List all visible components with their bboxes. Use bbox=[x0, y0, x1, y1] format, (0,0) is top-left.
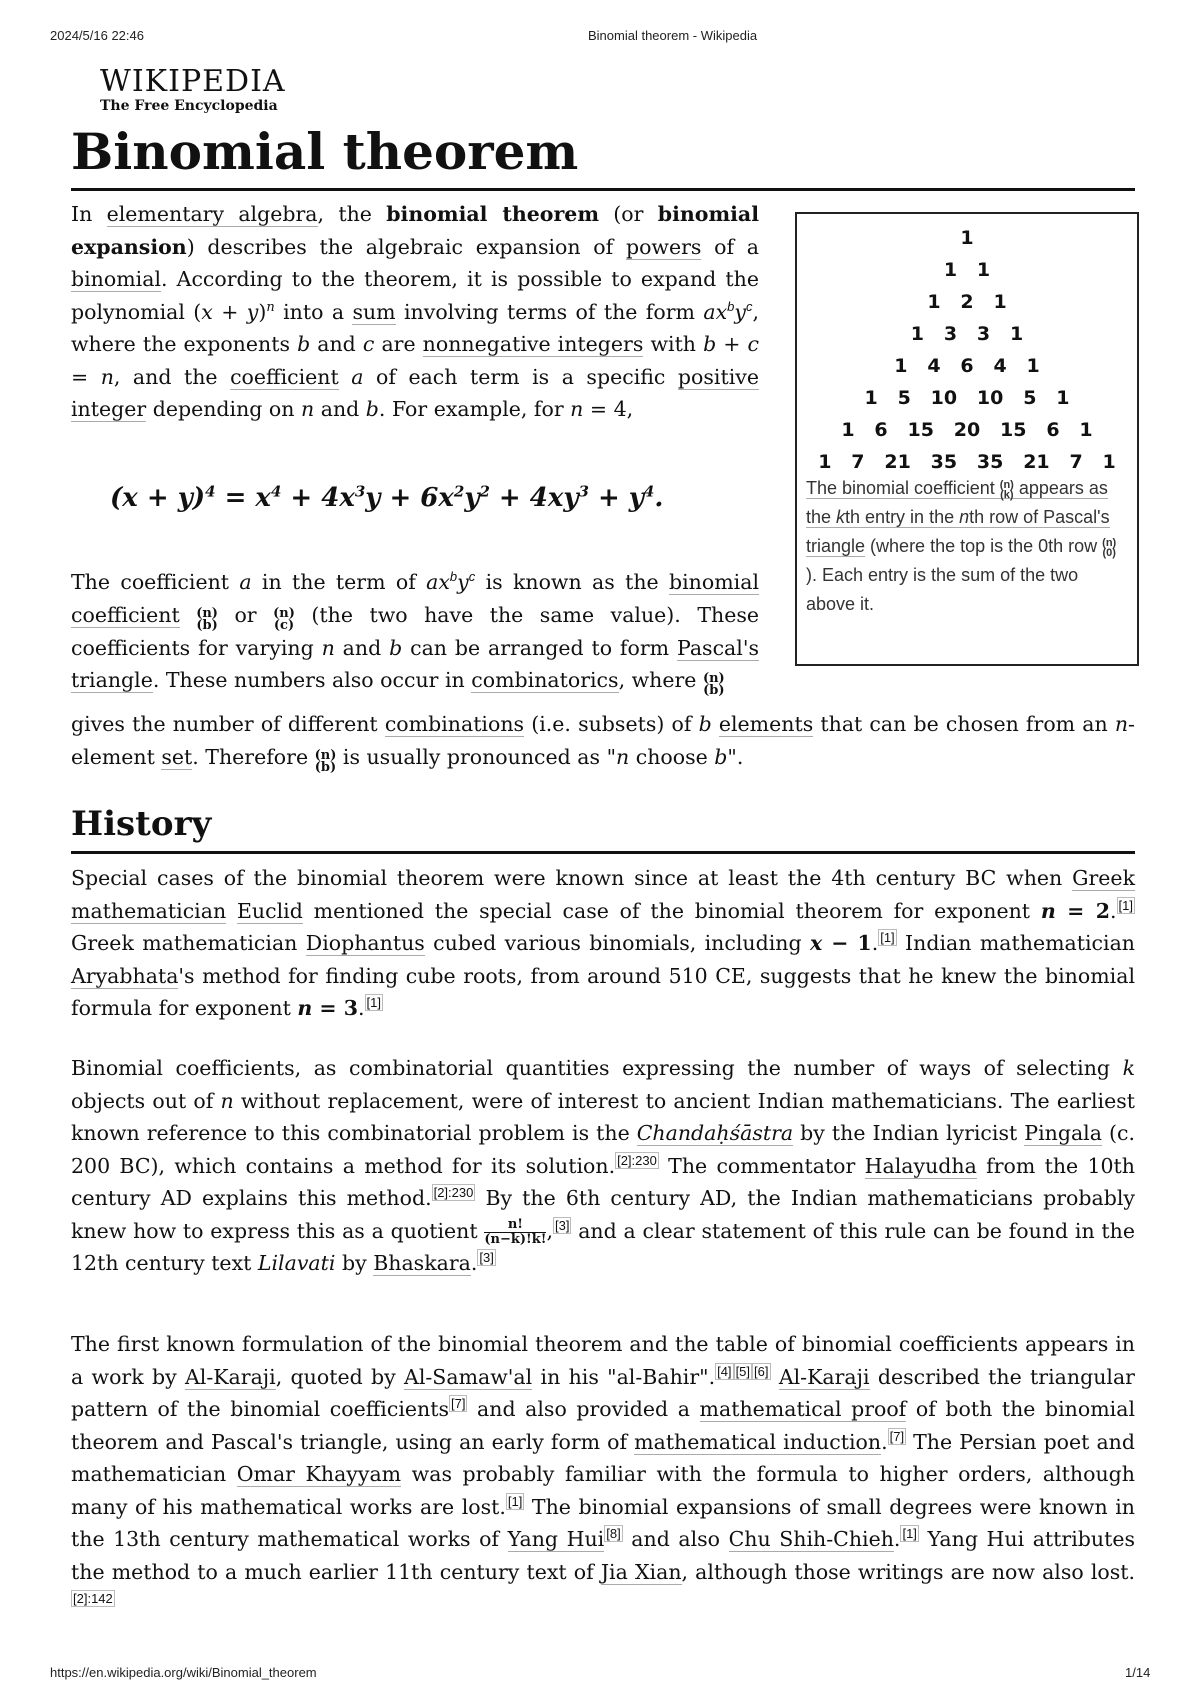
link-combinatorics[interactable]: combinatorics bbox=[471, 668, 619, 692]
pascal-triangle bbox=[797, 222, 1137, 478]
ref[interactable]: [2]:230 bbox=[433, 1185, 474, 1201]
link-halayudha[interactable]: Halayudha bbox=[864, 1153, 977, 1178]
link-euclid[interactable]: Euclid bbox=[236, 898, 303, 923]
ref[interactable]: [2]:230 bbox=[617, 1152, 657, 1168]
ref[interactable]: [1] bbox=[507, 1493, 523, 1509]
link-coefficient[interactable]: coefficient bbox=[230, 364, 339, 389]
binom-n-b-3: (n) (b) bbox=[314, 747, 337, 775]
link-chu-shih-chieh[interactable]: Chu Shih-Chieh bbox=[728, 1527, 894, 1551]
link-elementary-algebra[interactable]: elementary algebra bbox=[106, 202, 318, 226]
link-mathematical-induction[interactable]: mathematical induction bbox=[634, 1429, 882, 1454]
link-elements[interactable]: elements bbox=[718, 712, 814, 736]
caption-link[interactable]: The binomial coefficient (n) (k) appears as the kth entry in the nth row of Pascal's triangle bbox=[806, 478, 1110, 556]
pascal-row: 1 4 6 4 1 bbox=[894, 355, 1040, 377]
pascal-row: 1 6 15 20 15 6 1 bbox=[841, 419, 1093, 441]
pascal-triangle-figure bbox=[795, 212, 1139, 666]
ref[interactable]: [5] bbox=[735, 1363, 751, 1379]
pascal-row: 1 3 3 1 bbox=[910, 323, 1024, 345]
link-yang-hui[interactable]: Yang Hui bbox=[507, 1527, 605, 1551]
history-paragraph-1: Special cases of the binomial theorem were known since at least the 4th century BC when Greek mathematician Euclid mentioned the special case of the binomial theorem for exponent n = 2. [1] Greek mathematician Diophantus cubed various binomials, including x − 1. [1] Indian mathematician Aryabhata's method for finding cube roots, from around 510 CE, suggests that he knew the binomial formula for exponent n = 3. [1] bbox=[71, 866, 1135, 1020]
print-page-number: 1/14 bbox=[1125, 1665, 1151, 1680]
link-binomial-coefficient[interactable]: binomial coefficient bbox=[71, 570, 759, 627]
print-datetime: 2024/5/16 22:46 bbox=[50, 28, 144, 43]
link-al-karaji-2[interactable]: Al-Karaji bbox=[778, 1364, 870, 1389]
link-pingala[interactable]: Pingala bbox=[1024, 1121, 1102, 1145]
quotient-fraction: $\frac{n!}{(n-k)!k!}$ bbox=[484, 1216, 547, 1247]
pascal-row: 1 bbox=[960, 227, 974, 249]
link-greek-mathematician[interactable]: Greek mathematician bbox=[71, 866, 1135, 923]
ref[interactable]: [8] bbox=[606, 1526, 621, 1542]
ref[interactable]: [1] bbox=[880, 930, 895, 946]
link-pascals-triangle[interactable]: Pascal's triangle bbox=[71, 635, 759, 692]
link-sum[interactable]: sum bbox=[352, 299, 396, 324]
binom-n-b-2: (n) (b) bbox=[702, 671, 725, 698]
link-al-karaji[interactable]: Al-Karaji bbox=[184, 1364, 276, 1389]
wikipedia-logo[interactable] bbox=[100, 66, 286, 114]
intro-paragraph: In elementary algebra, the binomial theorem (or binomial expansion) describes the algebraic expansion of powers of a binomial. According to the theorem, it is possible to expand the polynomial $(x + y)^n$ into a sum involving terms of the form $ax^by^c$, where the exponents b and c are nonnegative integers with b + c = n, and the coefficient a of each term is a specific positive integer depending on n and b. For example, for n = 4, bbox=[71, 202, 760, 421]
ref[interactable]: [4] bbox=[717, 1363, 732, 1379]
link-bhaskara[interactable]: Bhaskara bbox=[373, 1251, 471, 1275]
ref[interactable]: [3] bbox=[554, 1217, 570, 1233]
link-mathematical-proof[interactable]: mathematical proof bbox=[699, 1397, 907, 1421]
link-binomial[interactable]: binomial bbox=[71, 267, 161, 291]
ref[interactable]: [6] bbox=[754, 1363, 769, 1379]
ref[interactable]: [7] bbox=[450, 1396, 466, 1412]
binom-n-c: (n) (c) bbox=[273, 605, 295, 633]
pascal-row: 1 5 10 10 5 1 bbox=[864, 387, 1070, 409]
ref[interactable]: [3] bbox=[479, 1250, 494, 1266]
ref[interactable]: [1] bbox=[366, 995, 381, 1011]
pascal-row: 1 1 bbox=[943, 259, 991, 281]
figure-caption: The binomial coefficient (n) (k) appears as the kth entry in the nth row of Pascal's triangle (where the top is the 0th row (n) (0) ). Each entry is the sum of the two above it. bbox=[806, 478, 1117, 614]
binom-n-b: (n) (b) bbox=[196, 605, 218, 633]
ref[interactable]: [1] bbox=[1118, 897, 1134, 913]
link-omar-khayyam[interactable]: Omar Khayyam bbox=[236, 1462, 402, 1486]
history-paragraph-3: The first known formulation of the binomial theorem and the table of binomial coefficients appears in a work by Al-Karaji, quoted by Al-Samaw'al in his "al-Bahir". [4] [5] [6] Al-Karaji described the triangular pattern of the binomial coefficients [7] and also provided a mathematical proof of both the binomial theorem and Pascal's triangle, using an early form of mathematical induction. [7] The Persian poet and mathematician Omar Khayyam was probably familiar with the formula to higher orders, although many of his mathematical works are lost. [1] The binomial expansions of small degrees were known in the 13th century mathematical works of Yang Hui [8] and also Chu Shih-Chieh. [1] Yang Hui attributes the method to a much earlier 11th century text of Jia Xian, although those writings are now also lost.$^{[2]:142}$ bbox=[71, 1332, 1136, 1607]
print-url: https://en.wikipedia.org/wiki/Binomial_theorem bbox=[50, 1665, 317, 1680]
title-rule bbox=[71, 188, 1135, 191]
link-nonnegative-integers[interactable]: nonnegative integers bbox=[422, 332, 644, 356]
link-set[interactable]: set bbox=[161, 744, 193, 769]
link-diophantus[interactable]: Diophantus bbox=[305, 931, 425, 955]
history-paragraph-2: Binomial coefficients, as combinatorial quantities expressing the number of ways of selecting k objects out of n without replacement, were of interest to ancient Indian mathematicians. The earliest known reference to this combinatorial problem is the Chandaḥśāstra by the Indian lyricist Pingala (c. 200 BC), which contains a method for its solution. $^{[2]:230}$ The commentator Halayudha from the 10th century AD explains this method. $^{[2]:230}$ By the 6th century AD, the Indian mathematicians probably knew how to express this as a quotient $\frac{n!}{(n-k)!k!}$ , [3] and a clear statement of this rule can be found in the 12th century text Lilavati by Bhaskara. [3] bbox=[71, 1056, 1135, 1275]
pascal-row: 1 7 21 35 35 21 7 1 bbox=[818, 451, 1116, 473]
link-positive-integer[interactable]: positive integer bbox=[71, 364, 759, 421]
link-chandahsastra[interactable]: Chandaḥśāstra bbox=[636, 1121, 794, 1145]
ref[interactable]: [7] bbox=[889, 1428, 905, 1444]
link-powers[interactable]: powers bbox=[625, 234, 702, 259]
pascal-row: 1 2 1 bbox=[927, 291, 1007, 313]
history-rule bbox=[71, 851, 1135, 854]
coefficient-paragraph-cont: gives the number of different combinations (i.e. subsets) of b elements that can be chosen from an n-element set. Therefore (n) (b) is usually pronounced as "n choose b". bbox=[71, 712, 1135, 775]
logo-tagline: The Free Encyclopedia bbox=[100, 98, 278, 114]
history-heading: History bbox=[71, 804, 212, 844]
ref[interactable]: [1] bbox=[902, 1526, 917, 1542]
page-title: Binomial theorem bbox=[71, 122, 579, 181]
logo-wordmark: WIKIPEDIA bbox=[100, 64, 286, 99]
link-combinations[interactable]: combinations bbox=[384, 712, 525, 736]
link-jia-xian[interactable]: Jia Xian bbox=[600, 1559, 682, 1584]
link-al-samawal[interactable]: Al-Samaw'al bbox=[404, 1364, 533, 1389]
print-title: Binomial theorem - Wikipedia bbox=[588, 28, 758, 43]
coefficient-paragraph: The coefficient a in the term of $ax^by^c$ is known as the binomial coefficient (n) (b) or (n) (c) (the two have the same value). These coefficients for varying n and b can be arranged to form Pascal's triangle. These numbers also occur in combinatorics, where (n) (b) bbox=[71, 569, 759, 698]
link-aryabhata[interactable]: Aryabhata bbox=[71, 963, 179, 988]
binomial-example-equation: $(x + y)^4 = x^4 + 4x^3y + 6x^2y^2 + 4xy^3 + y^4$. bbox=[110, 482, 664, 513]
ref[interactable]: [2]:142 bbox=[73, 1591, 113, 1607]
